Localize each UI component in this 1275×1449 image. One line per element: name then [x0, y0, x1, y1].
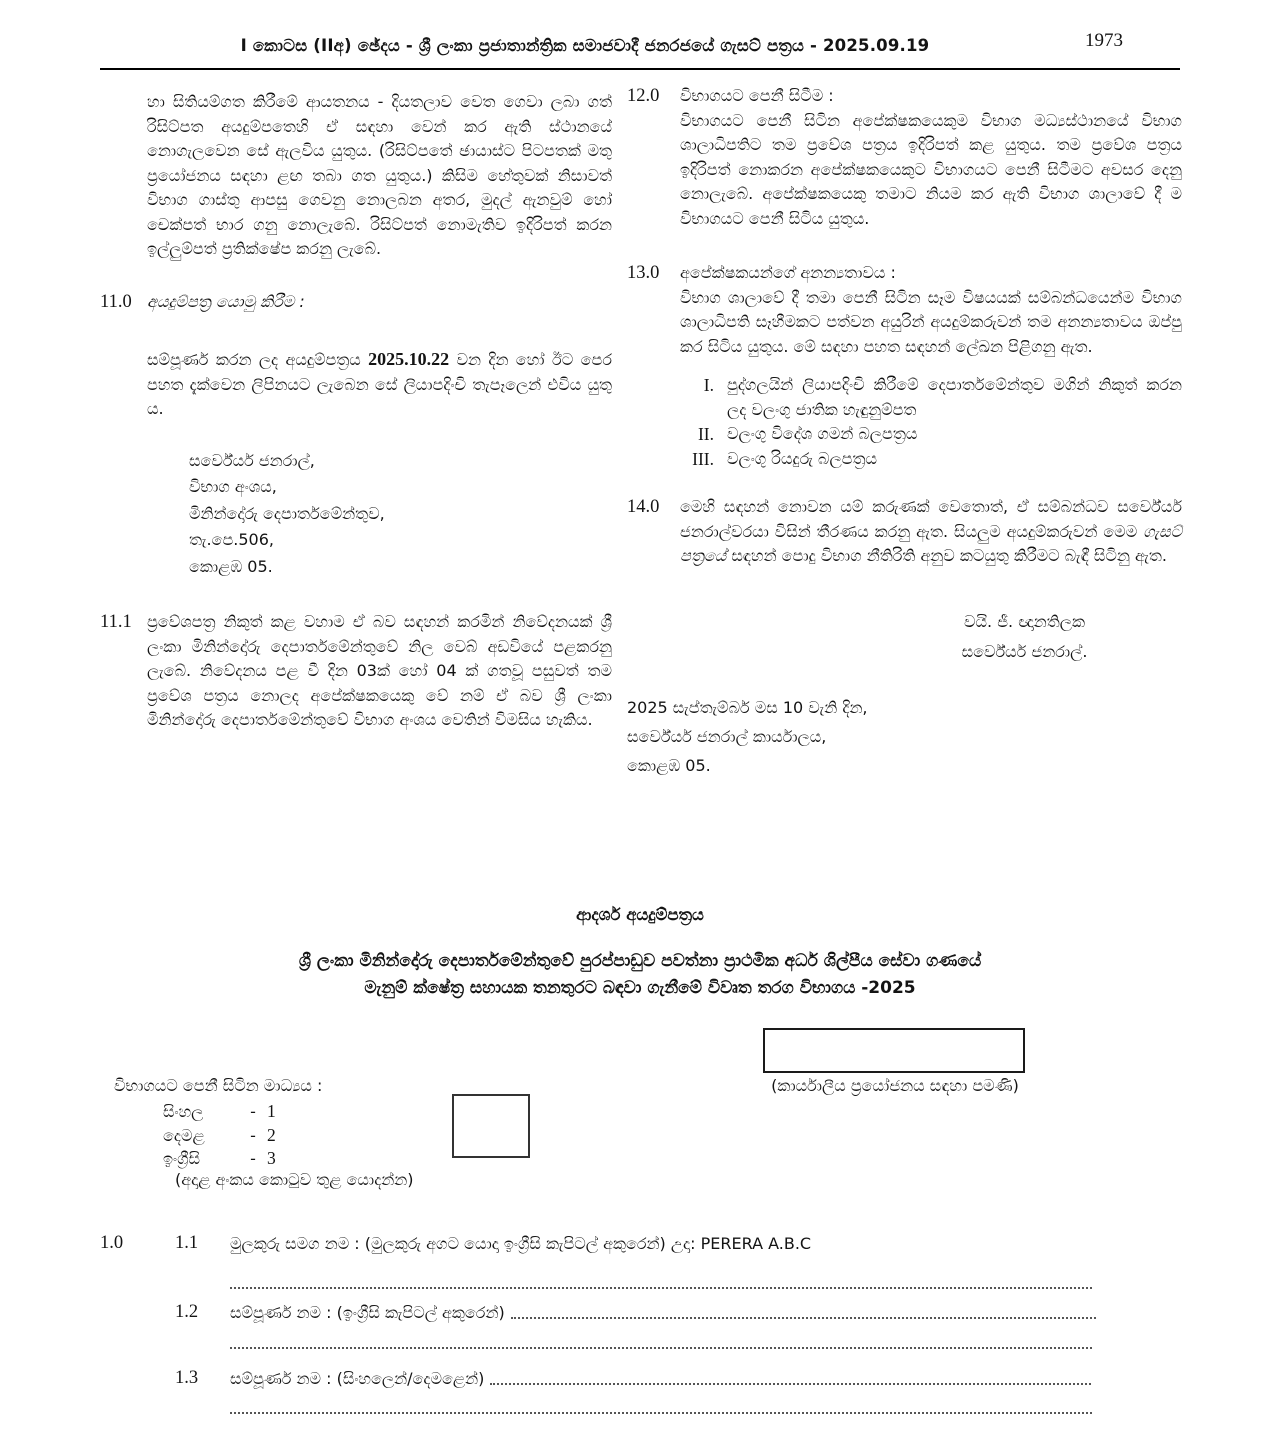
- address-line: තැ.පෙ.506,: [189, 530, 274, 549]
- address-line: මිනින්දෝරු දෙපාර්තමේන්තුව,: [189, 503, 385, 523]
- medium-option: [163, 1100, 276, 1124]
- list-item-text: වලංගු රියදුරු බලපත්‍රය: [727, 448, 878, 468]
- write-in-fill: [490, 1383, 1091, 1385]
- list-item-text: පුද්ගලයින් ලියාපදිංචි කිරීමේ දෙපාර්තමේන්තුව මගින් නිකුත් කරන ලද වලංගු ජාතික හැඳුනුම්පත: [727, 375, 1182, 419]
- medium-option-name: සිංහල: [163, 1102, 204, 1121]
- gazette-header-title: I කොටස (IIඅ) ඡේදය - ශ්‍රී ලංකා ප්‍රජාතාන්ත්‍රික සමාජවාදී ජනරජයේ ගැසට් පත්‍රය - 2025.09.19: [240, 36, 930, 55]
- office-use-caption: (කාර්යාලීය ප්‍රයෝජනය සඳහා පමණි): [771, 1076, 1019, 1095]
- section-number: 12.0: [627, 86, 660, 106]
- list-item-number: III.: [692, 448, 714, 469]
- section-number: 14.0: [627, 497, 660, 517]
- medium-code-box: [452, 1094, 530, 1158]
- form-field-label: මුලකුරු සමග නම : (මුලකුරු අගට යොදා ඉංග්‍රීසි කැපිටල් අකුරෙන්) උදා: PERERA A.B.C: [230, 1234, 812, 1253]
- identity-documents-list: [672, 373, 1182, 471]
- write-in-line: [230, 1271, 1092, 1289]
- body-text: සම්පූර්ණ කරන ලද අයදුම්පත්‍රය: [147, 350, 369, 369]
- city-line: කොළඹ 05.: [627, 755, 711, 775]
- postal-address: [189, 448, 612, 581]
- exam-title-line2: මැනුම් ක්ෂේත්‍ර සහායක තනතුරට බඳවා ගැනීමේ විවෘත තරග විභාගය -2025: [364, 978, 916, 998]
- signatory-name: වයි. ජී. ඥානතිලක: [964, 611, 1085, 631]
- medium-option: [163, 1124, 276, 1148]
- office-line: සර්වේයර් ජනරාල් කාර්යාලය,: [627, 726, 827, 746]
- section-number: 13.0: [627, 263, 660, 283]
- dash-separator: -: [250, 1102, 256, 1121]
- signature-block: [907, 607, 1142, 667]
- section-body: [680, 495, 1182, 569]
- list-item: [672, 373, 1182, 422]
- list-item-number: I.: [703, 375, 714, 395]
- address-line: සර්වේයර් ජනරාල්,: [189, 450, 315, 470]
- body-text: මෙහි සඳහන් නොවන යම් කරුණක් වෙතොත්, ඒ සම්බන්ධව සර්වේයර් ජනරාල්වරයා විසින් තීරණය කරනු ඇත. සියලුම අයදුම්කරුවන් මෙම: [680, 497, 1182, 541]
- medium-option: [163, 1147, 276, 1171]
- address-line: විභාග අංශය,: [189, 477, 277, 496]
- list-item: [672, 422, 1182, 447]
- form-field-label: සම්පූර්ණ නම : (ඉංග්‍රීසි කැපිටල් අකුරෙන්): [230, 1303, 505, 1322]
- medium-option-code: 1: [267, 1101, 276, 1121]
- section-heading: අපේක්ෂකයන්ගේ අනන්‍යතාවය :: [680, 263, 896, 282]
- date-line: 2025 සැප්තැම්බර් මස 10 වැනි දින,: [627, 697, 868, 717]
- section-heading: අයදුම්පත්‍ර යොමු කිරීම :: [147, 291, 305, 311]
- intro-paragraph: හා සිතියම්ගත කිරීමේ ආයතනය - දියතලාව වෙත ගෙවා ලබා ගත් රිසිට්පත අයදුම්පතෙහි ඒ සඳහා වෙන් කර ඇති ස්ථානයේ නොගැලවෙන සේ ඇලවිය යුතුය. (රිසිට්පතේ ඡායාස්ට පිටපතක් මතු ප්‍රයෝජනය සඳහා ළඟ තබා ගත යුතුය.) කිසිම හේතුවක් නිසාවත් විභාග ගාස්තු ආපසු ගෙවනු නොලබන අතර, මුදල් ඇනවුම් හෝ චෙක්පත් භාර ගනු නොලැබේ. රිසිට්පත් නොමැතිව ඉදිරිපත් කරන ඉල්ලුම්පත් ප්‍රතික්ෂේප කරනු ලැබේ.: [147, 92, 612, 258]
- address-line: කොළඹ 05.: [189, 556, 273, 576]
- dash-separator: -: [250, 1149, 256, 1168]
- form-field-number: 1.1: [175, 1233, 199, 1253]
- medium-option-code: 2: [267, 1124, 276, 1145]
- section-heading: විභාගයට පෙනී සිටීම :: [680, 86, 834, 105]
- model-application-heading: ආදර්ශ අයදුම්පත්‍රය: [576, 905, 704, 924]
- section-11-0: [100, 290, 612, 581]
- write-in-line: [230, 1331, 1092, 1349]
- form-row-1-1: [100, 1233, 1100, 1254]
- section-13-0: [627, 261, 1182, 359]
- form-field-label: සම්පූර්ණ නම : (සිංහලෙන්/දෙමළෙන්): [230, 1369, 485, 1388]
- section-14-0: [627, 495, 1182, 569]
- left-column: [100, 86, 612, 733]
- section-number: 11.1: [100, 612, 132, 632]
- list-item-number: II.: [697, 424, 714, 444]
- write-in-fill: [511, 1317, 1096, 1319]
- dash-separator: -: [250, 1125, 256, 1145]
- section-body: ප්‍රවේශපත්‍ර නිකුත් කළ වහාම ඒ බව සඳහන් කරමින් නිවේදනයක් ශ්‍රී ලංකා මිනින්දෝරු දෙපාර්තමේන්තුවේ නිල වෙබ් අඩවියේ පළකරනු ලැබේ. නිවේදනය පළ වී දින 03ක් හෝ 04 ක් ගතවූ පසුවත් තම ප්‍රවේශ පත්‍රය නොලද අපේක්ෂකයෙකු වේ නම් ඒ බව ශ්‍රී ලංකා මිනින්දෝරු දෙපාර්තමේන්තුවේ විභාග අංශය වෙතින් විමසිය හැකිය.: [147, 612, 612, 729]
- write-in-line: [230, 1396, 1092, 1414]
- date-place-block: [627, 693, 1182, 780]
- body-text: සඳහන් පොදු විභාග නීතිරිති අනුව කටයුතු කිරීමට බැඳී සිටිනු ඇත.: [726, 546, 1167, 565]
- section-11-1: [100, 610, 612, 733]
- form-field-number: 1.2: [175, 1302, 199, 1322]
- signatory-title: සර්වේයර් ජනරාල්.: [961, 641, 1088, 661]
- medium-note: (අදාළ අංකය කොටුව තුළ යොදන්න): [175, 1170, 414, 1189]
- section-body: විභාග ශාලාවේ දී තමා පෙනී සිටින සෑම විෂයයක් සම්බන්ධයෙන්ම විභාග ශාලාධිපති සෑහීමකට පත්වන අයුරින් අයදුම්කරුවන් තම අනන්‍යතාවය ඔප්පු කර සිටිය යුතුය. මේ සඳහා පහත සඳහන් ලේඛන පිළිගනු ඇත.: [680, 287, 1182, 356]
- header-rule: [100, 68, 1180, 70]
- exam-medium-label: විභාගයට පෙනී සිටින මාධ්‍යය :: [114, 1076, 323, 1095]
- list-item-text: වලංගු විදේශ ගමන් බලපත්‍රය: [727, 424, 918, 443]
- section-body: විභාගයට පෙනී සිටින අපේක්ෂකයෙකුම විභාග මධ්‍යස්ථානයේ විභාග ශාලාධිපතිට තම ප්‍රවේශ පත්‍රය ඉදිරිපත් කළ යුතුය. තම ප්‍රවේශ පත්‍රය ඉදිරිපත් නොකරන අපේක්ෂකයෙකුට විභාගයට පෙනී සිටීමට අවසර දෙනු නොලැබේ. අපේක්ෂකයෙකු තමාට නියම කර ඇති විභාග ශාලාවේ දී ම විභාගයට පෙනී සිටිය යුතුය.: [680, 110, 1182, 228]
- gazette-italic: ගැසට් පත්‍රයේ: [680, 521, 1182, 565]
- list-item: [672, 447, 1182, 472]
- medium-option-code: 3: [267, 1148, 276, 1168]
- section-12-0: [627, 84, 1182, 231]
- medium-option-name: ඉංග්‍රීසි: [163, 1149, 201, 1168]
- form-row-1-2: [175, 1302, 1100, 1323]
- office-use-box: [763, 1028, 1025, 1073]
- form-section-number: 1.0: [100, 1233, 124, 1253]
- page-number: 1973: [1085, 30, 1123, 51]
- form-field-number: 1.3: [175, 1368, 199, 1388]
- exam-title-line1: ශ්‍රී ලංකා මිනින්දෝරු දෙපාර්තමේන්තුවේ පුරප්පාඩුව පවත්නා ප්‍රාථමික අර්ධ ශිල්පීය සේවා ගණයේ: [298, 951, 982, 971]
- exam-medium-options: [163, 1100, 276, 1171]
- medium-option-name: දෙමළ: [163, 1125, 205, 1145]
- right-column: [627, 84, 1182, 780]
- form-row-1-3: [175, 1368, 1095, 1389]
- body-text: වන දින හෝ ඊට පෙර පහත දැක්වෙන ලිපිනයට ලැබෙන සේ ලියාපදිංචි තැපෑලෙන් එවිය යුතු ය.: [147, 350, 613, 418]
- section-number: 11.0: [100, 291, 132, 312]
- closing-date: 2025.10.22: [368, 349, 450, 369]
- section-body: [147, 347, 612, 422]
